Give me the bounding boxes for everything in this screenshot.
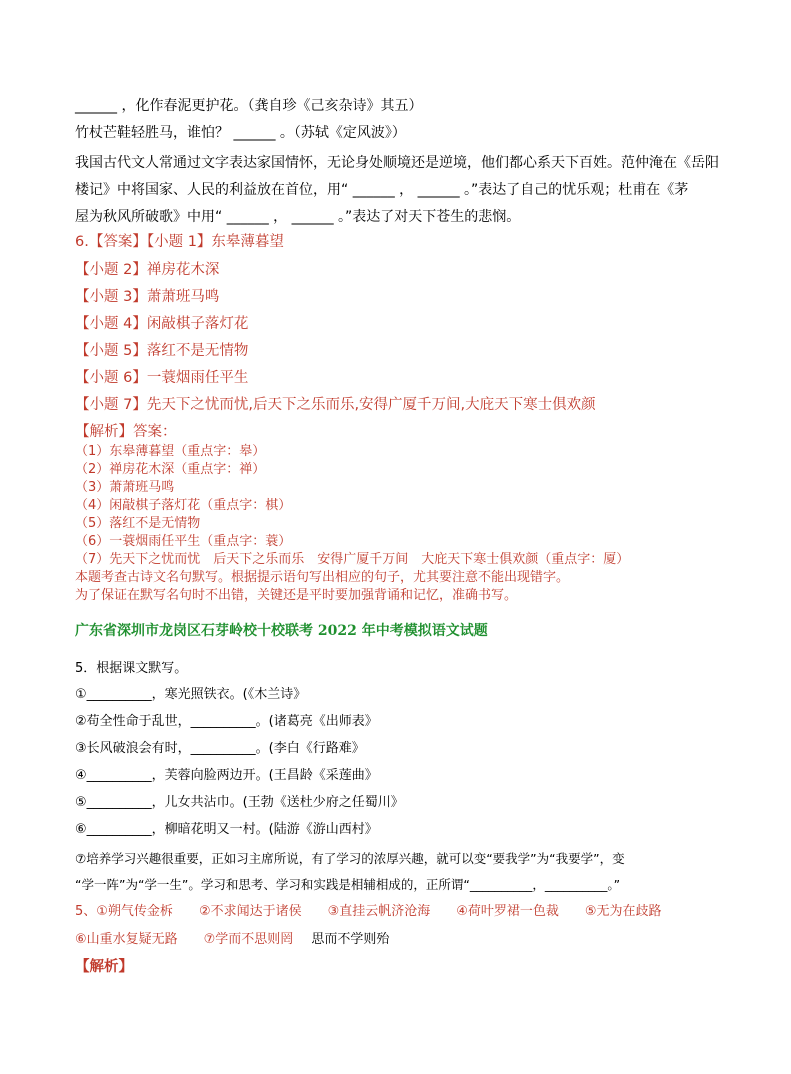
explanation-line: （5）落红不是无情物 [75,516,201,531]
question-5-title: 5．根据课文默写。 [75,661,188,676]
explanation-line: （1）东皋薄暮望（重点字：皋） [75,444,266,459]
question-5-item-7-line-1: ⑦培养学习兴趣很重要，正如习主席所说，有了学习的浓厚兴趣，就可以变“要我学”为“我要学”，变 [75,851,625,866]
intro-line-3: 我国古代文人常通过文字表达家国情怀，无论身处顺境还是逆境，他们都心系天下百姓。范仲淹在《岳阳 [75,155,719,171]
answer-6-line-1 [75,233,284,251]
answer-item: 【小题 1】东皋薄暮望 [146,234,284,250]
answer-5-item: ⑥山重水复疑无路 [75,932,178,947]
explanation-line: 本题考查古诗文名句默写。根据提示语句写出相应的句子，尤其要注意不能出现错字。 [75,570,570,585]
section-title: 广东省深圳市龙岗区石芽岭校十校联考 2022 年中考模拟语文试题 [75,623,488,639]
answer-6-number: 6. [75,234,89,250]
question-5-item: ④__________，芙蓉向脸两边开。(王昌龄《采莲曲》 [75,768,378,783]
explanation-line: （2）禅房花木深（重点字：禅） [75,462,266,477]
explanation-line: （3）萧萧班马鸣 [75,480,175,495]
question-5-item: ②苟全性命于乱世，__________。(诸葛亮《出师表》 [75,714,378,729]
explanation-line: 为了保证在默写名句时不出错，关键还是平时要加强背诵和记忆，准确书写。 [75,588,518,603]
answer-5-item: ①朔气传金柝 [96,904,173,919]
answer-item: 【小题 6】一蓑烟雨任平生 [75,370,249,386]
question-5-item: ①__________，寒光照铁衣。(《木兰诗》 [75,687,307,702]
answer-5-row-1 [75,903,662,921]
explanation-line: （4）闲敲棋子落灯花（重点字：棋） [75,498,292,513]
answer-item: 【小题 5】落红不是无情物 [75,343,249,359]
answer-5-item: ④荷叶罗裙一色裁 [456,904,559,919]
answer-item: 【小题 4】闲敲棋子落灯花 [75,316,249,332]
answer-item: 【小题 7】先天下之忧而忧,后天下之乐而乐,安得广厦千万间,大庇天下寒士俱欢颜 [75,397,596,413]
question-5-item-7-line-2: “学一阵”为“学一生”。学习和思考、学习和实践是相辅相成的，正所谓“__________，__________。” [75,877,621,892]
answer-5-item: ⑤无为在歧路 [584,904,662,919]
explanation-line: （6）一蓑烟雨任平生（重点字：蓑） [75,534,292,549]
intro-line-2: 竹杖芒鞋轻胜马，谁怕？ ______ 。（苏轼《定风波》） [75,125,406,141]
explanation-line: （7）先天下之忧而忧 后天下之乐而乐 安得广厦千万间 大庇天下寒士俱欢颜（重点字：厦） [75,552,630,567]
answer-item: 【小题 2】禅房花木深 [75,262,220,278]
intro-line-1: ______ ，化作春泥更护花。（龚自珍《己亥杂诗》其五） [75,98,423,114]
answer-5-item: 思而不学则殆 [311,932,390,947]
explanation-heading: 【解析】答案： [75,424,177,440]
question-5-item: ⑤__________，儿女共沾巾。(王勃《送杜少府之任蜀川》 [75,795,404,810]
answer-5-row-2 [75,931,389,949]
answer-5-item: ⑦学而不思则罔 [203,932,294,947]
answer-5-number: 5、 [75,904,97,919]
intro-line-5: 屋为秋风所破歌》中用“ ______ ， ______ 。”表达了对天下苍生的悲悯。 [75,209,521,225]
answer-5-jiexi: 【解析】 [75,959,133,975]
question-5-item: ③长风破浪会有时，__________。(李白《行路难》 [75,741,365,756]
intro-line-4: 楼记》中将国家、人民的利益放在首位，用“ ______ ， ______ 。”表达了自己的忧乐观；杜甫在《茅 [75,182,689,198]
answer-item: 【小题 3】萧萧班马鸣 [75,289,220,305]
answer-5-item: ②不求闻达于诸侯 [198,904,302,919]
answer-6-tag: 【答案】 [88,234,147,250]
question-5-item: ⑥__________，柳暗花明又一村。(陆游《游山西村》 [75,822,378,837]
answer-5-item: ③直挂云帆济沧海 [327,904,431,919]
